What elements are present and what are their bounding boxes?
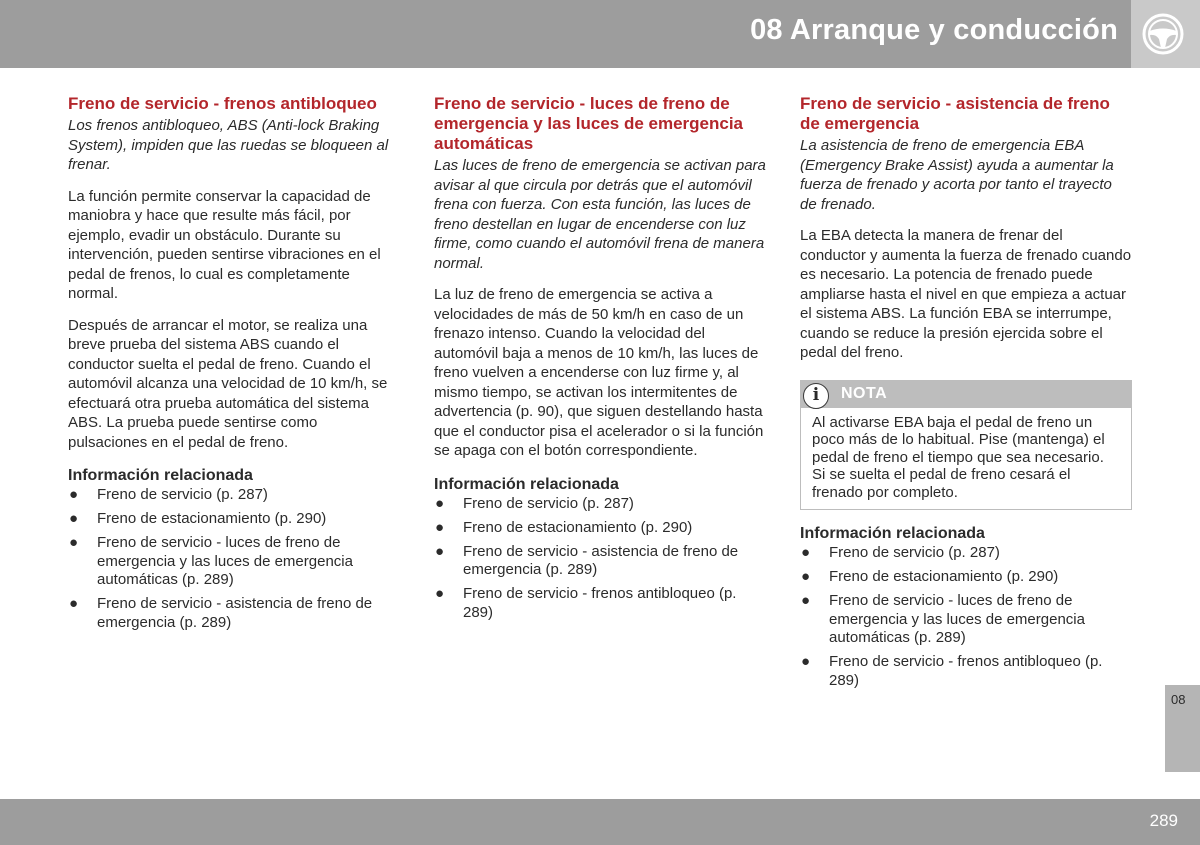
section-title: Freno de servicio - asistencia de freno de emergencia — [800, 94, 1110, 133]
related-link[interactable]: ● Freno de servicio (p. 287) — [801, 544, 1000, 561]
chapter-title: 08 Arranque y conducción — [750, 14, 1118, 46]
column-emergency-lights — [434, 94, 766, 628]
paragraph: Después de arrancar el motor, se realiza una breve prueba del sistema ABS cuando el conductor suelta el pedal de freno. Cuando el automóvil alcanza una velocidad de 10 km/h, se efectuará otra prueba automática del sistema ABS. La prueba puede sentirse como pulsaciones en el pedal de freno. — [68, 316, 388, 451]
section-lead: Las luces de freno de emergencia se activan para avisar al que circula por detrás que el automóvil frena con fuerza. Con esta función, las luces de freno destellan en lugar de encenderse con luz firme, como cuando el automóvil frena de manera normal. — [434, 157, 766, 272]
paragraph: La luz de freno de emergencia se activa a velocidades de más de 50 km/h en caso de un frenazo intenso. Cuando la velocidad del automóvil baja a menos de 10 km/h, las luces de freno vuelven a encenderse con luz firme y, al mismo tiempo, se activan los intermitentes de advertencia (p. 90), que siguen destellando hasta que el conductor pisa el acelerador o si la función se apaga con el botón correspondiente. — [434, 286, 764, 459]
bullet-icon: ● — [435, 494, 445, 512]
related-link[interactable]: ● Freno de servicio - frenos antibloqueo (p. 289) — [801, 653, 1103, 689]
related-info-title: Información relacionada — [68, 467, 253, 484]
section-lead: La asistencia de freno de emergencia EBA (Emergency Brake Assist) ayuda a aumentar la fuerza de frenado y acorta por tanto el trayecto de frenado. — [800, 137, 1114, 213]
section-title: Freno de servicio - frenos antibloqueo — [68, 94, 377, 113]
paragraph: La función permite conservar la capacidad de maniobra y hace que resulte más fácil, por ejemplo, evadir un obstáculo. Durante su intervención, pueden sentirse vibraciones en el pedal de frenos, lo cual es completamente normal. — [68, 187, 381, 302]
side-tab-label: 08 — [1171, 692, 1186, 707]
bullet-icon: ● — [69, 534, 79, 551]
column-eba — [800, 94, 1132, 696]
related-link[interactable]: ● Freno de servicio - asistencia de freno de emergencia (p. 289) — [69, 595, 373, 631]
related-link[interactable]: ● Freno de estacionamiento (p. 290) — [69, 510, 327, 527]
bullet-icon: ● — [801, 592, 811, 609]
related-link[interactable]: ● Freno de estacionamiento (p. 290) — [801, 568, 1059, 585]
related-info-title: Información relacionada — [800, 525, 985, 542]
bullet-icon: ● — [435, 542, 445, 560]
related-info-title: Información relacionada — [434, 475, 619, 493]
column-abs — [68, 94, 400, 638]
chapter-side-tab — [1165, 685, 1200, 772]
paragraph: La EBA detecta la manera de frenar del conductor y aumenta la fuerza de frenado cuando es necesario. La potencia de frenado puede ampliarse hasta el nivel en que empieza a actuar el sistema ABS. La función EBA se interrumpe, cuando se reduce la presión ejercida sobre el pedal del freno. — [800, 227, 1132, 361]
related-link[interactable]: ● Freno de servicio (p. 287) — [435, 494, 634, 512]
page-number: 289 — [1149, 811, 1178, 830]
note-header — [801, 381, 1131, 408]
bullet-icon: ● — [801, 568, 811, 585]
bullet-icon: ● — [801, 653, 811, 670]
related-link[interactable]: ● Freno de servicio - asistencia de freno de emergencia (p. 289) — [435, 542, 739, 578]
related-link[interactable]: ● Freno de servicio - luces de freno de emergencia y las luces de emergencia automáticas (p. 289) — [69, 534, 353, 588]
bullet-icon: ● — [69, 510, 79, 527]
page-footer — [0, 799, 1200, 845]
related-link[interactable]: ● Freno de servicio (p. 287) — [69, 486, 268, 503]
note-text: Al activarse EBA baja el pedal de freno un poco más de lo habitual. Pise (mantenga) el pedal de freno el tiempo que sea necesario. Si se suelta el pedal de freno cesará el frenado por completo. — [812, 413, 1105, 501]
section-title: Freno de servicio - luces de freno de emergencia y las luces de emergencia automáticas — [434, 94, 744, 153]
related-list — [800, 544, 1132, 690]
bullet-icon: ● — [435, 518, 445, 536]
bullet-icon: ● — [69, 486, 79, 503]
note-label: NOTA — [841, 384, 888, 402]
related-list — [434, 495, 766, 623]
bullet-icon: ● — [435, 585, 445, 602]
info-icon: i — [803, 383, 829, 409]
related-link[interactable]: ● Freno de estacionamiento (p. 290) — [435, 518, 693, 536]
related-list — [68, 486, 400, 632]
bullet-icon: ● — [801, 544, 811, 561]
related-link[interactable]: ● Freno de servicio - luces de freno de emergencia y las luces de emergencia automáticas (p. 289) — [801, 592, 1085, 646]
steering-wheel-icon — [1141, 12, 1185, 56]
bullet-icon: ● — [69, 595, 79, 612]
section-lead: Los frenos antibloqueo, ABS (Anti-lock Braking System), impiden que las ruedas se bloqueen al frenar. — [68, 117, 389, 173]
related-link[interactable]: ● Freno de servicio - frenos antibloqueo (p. 289) — [435, 585, 737, 621]
note-box — [800, 380, 1132, 511]
